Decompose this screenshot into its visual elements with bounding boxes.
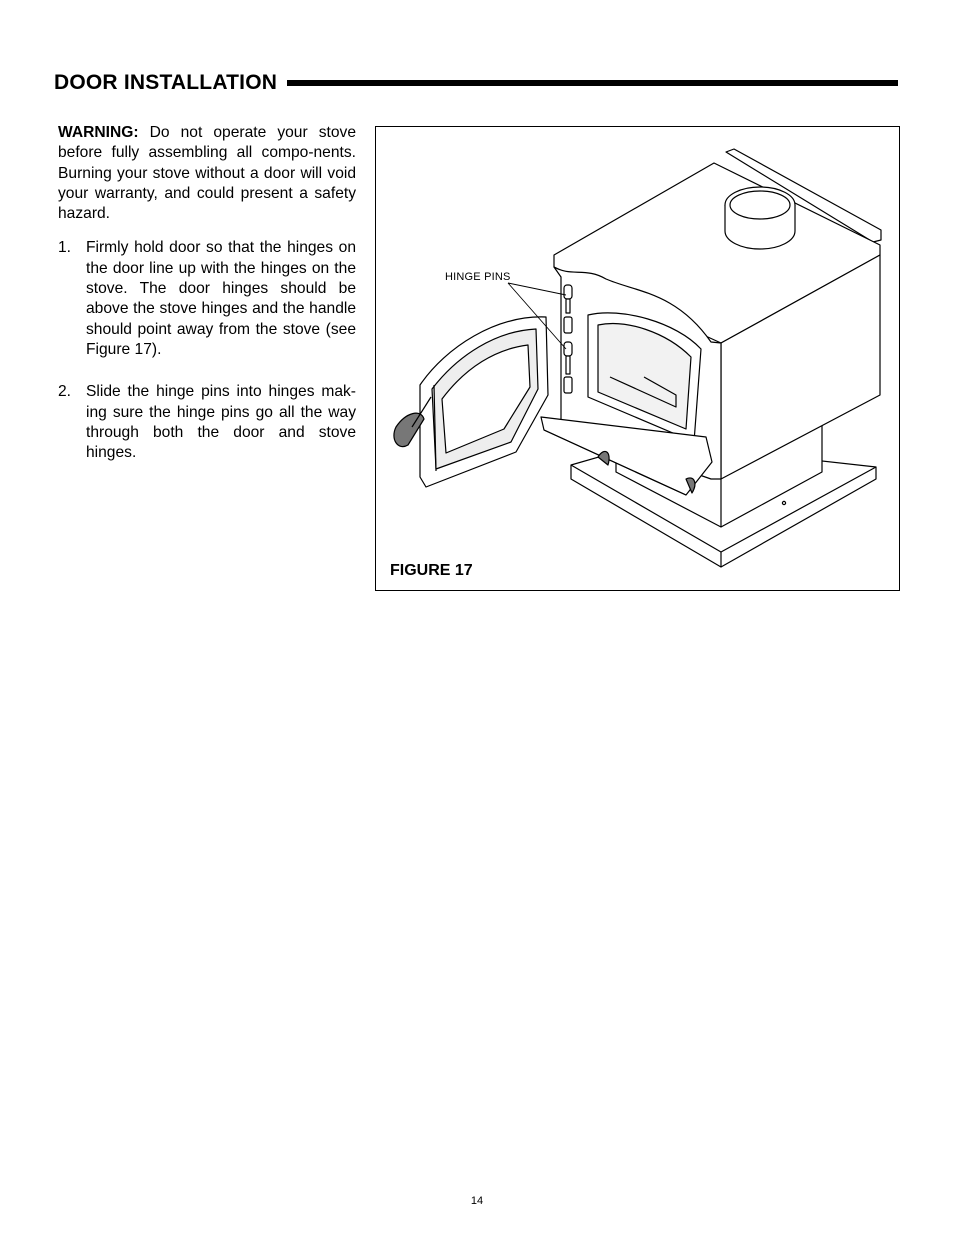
step-text: Firmly hold door so that the hinges on the door line up with the hinges on the stove. The door hinges should be above the stove hinges and the handle should point away from the stove (see Figure 17). — [86, 239, 356, 358]
section-header — [54, 68, 898, 98]
step-2 — [58, 382, 356, 463]
instructions-column — [58, 123, 356, 485]
stove-illustration — [376, 127, 901, 592]
warning-text: Do not operate your stove before fully assembling all compo-nents. Burning your stove without a door will void your warranty, and could present a safety hazard. — [58, 124, 356, 223]
step-text: Slide the hinge pins into hinges mak-ing sure the hinge pins go all the way through both the door and stove hinges. — [86, 383, 356, 462]
figure-label: FIGURE 17 — [390, 562, 473, 579]
step-number: 1. — [58, 239, 72, 257]
hinge-pins-callout: HINGE PINS — [445, 271, 511, 283]
header-rule — [287, 80, 898, 86]
warning-label: WARNING: — [58, 124, 139, 141]
step-number: 2. — [58, 383, 72, 401]
warning-paragraph — [58, 123, 356, 224]
figure-17-box — [375, 126, 900, 591]
section-title: DOOR INSTALLATION — [54, 71, 278, 94]
page-number: 14 — [470, 1195, 484, 1207]
step-1 — [58, 238, 356, 360]
